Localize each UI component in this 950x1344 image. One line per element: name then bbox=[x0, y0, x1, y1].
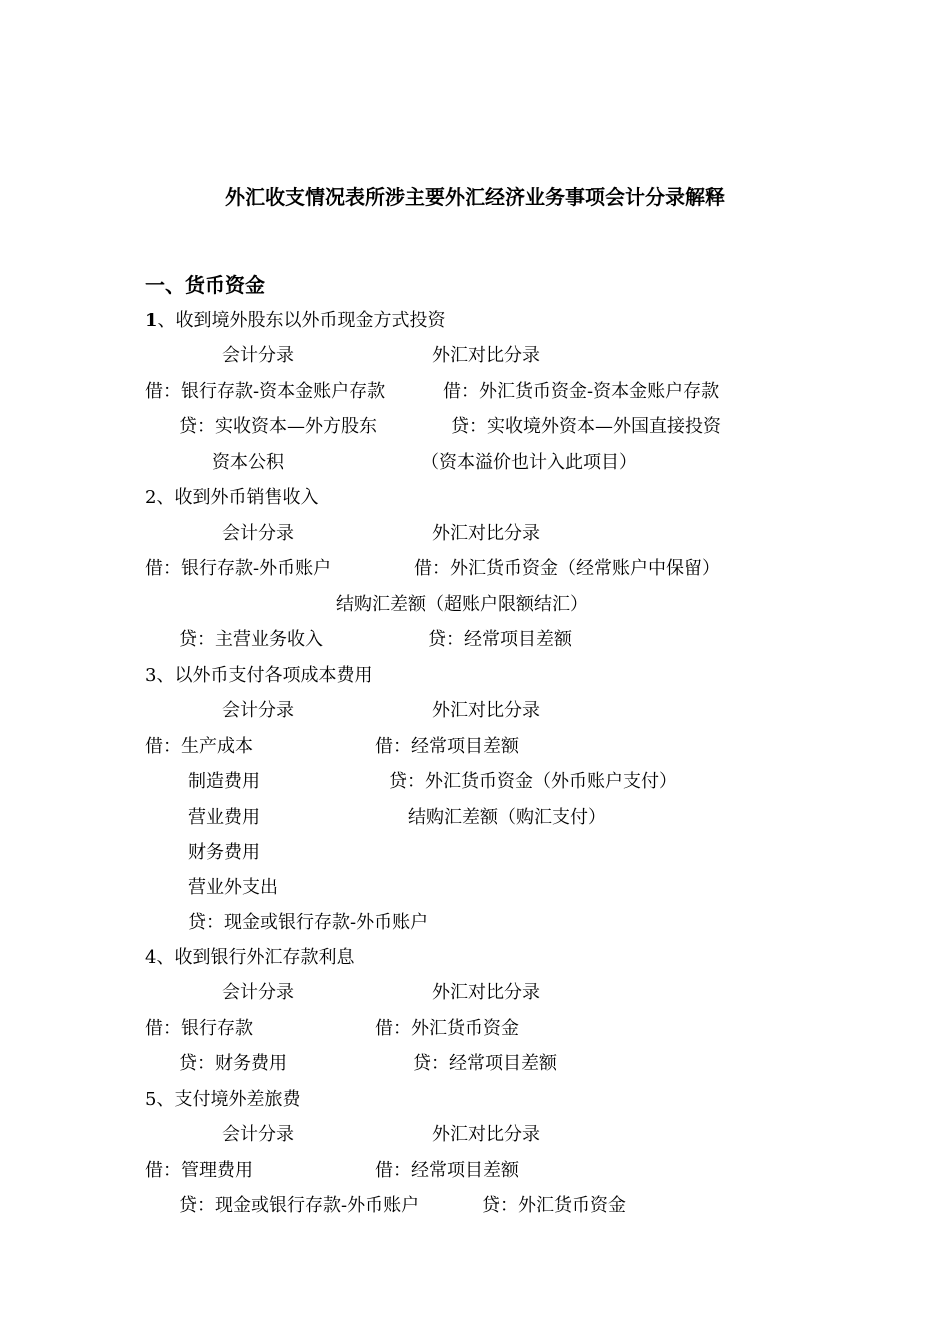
entry-right: 贷：经常项目差额 bbox=[428, 629, 572, 650]
entry-right: 借：经常项目差额 bbox=[375, 1160, 519, 1181]
entry-left: 贷：现金或银行存款-外币账户 bbox=[188, 912, 429, 933]
column-header-entry: 会计分录 bbox=[222, 523, 294, 544]
item-heading: 5、支付境外差旅费 bbox=[145, 1089, 301, 1110]
item-heading: 2、收到外币销售收入 bbox=[145, 487, 319, 508]
column-header-entry: 会计分录 bbox=[222, 982, 294, 1003]
entry-left: 借：银行存款-外币账户 bbox=[145, 558, 332, 579]
entry-right: 借：经常项目差额 bbox=[375, 736, 519, 757]
item-number: 1 bbox=[145, 310, 158, 331]
item-heading-text: 、收到境外股东以外币现金方式投资 bbox=[157, 310, 446, 331]
column-header-comparison: 外汇对比分录 bbox=[432, 700, 540, 721]
entry-right: 结购汇差额（购汇支付） bbox=[408, 807, 606, 828]
entry-right: 借：外汇货币资金（经常账户中保留） bbox=[414, 558, 720, 579]
column-header-entry: 会计分录 bbox=[222, 345, 294, 366]
entry-left: 贷：现金或银行存款-外币账户 bbox=[179, 1195, 420, 1216]
column-header-comparison: 外汇对比分录 bbox=[432, 345, 540, 366]
section-heading: 一、货币资金 bbox=[145, 273, 265, 297]
entry-left: 财务费用 bbox=[188, 842, 260, 863]
item-heading: 3、以外币支付各项成本费用 bbox=[145, 665, 373, 686]
entry-left: 贷：财务费用 bbox=[179, 1053, 287, 1074]
entry-left: 制造费用 bbox=[188, 771, 260, 792]
entry-right: 贷：实收境外资本—外国直接投资 bbox=[451, 416, 721, 437]
entry-left: 借：管理费用 bbox=[145, 1160, 253, 1181]
document-title: 外汇收支情况表所涉主要外汇经济业务事项会计分录解释 bbox=[225, 185, 725, 209]
entry-right: 借：外汇货币资金-资本金账户存款 bbox=[443, 381, 720, 402]
column-header-comparison: 外汇对比分录 bbox=[432, 523, 540, 544]
entry-left: 资本公积 bbox=[212, 452, 284, 473]
column-header-entry: 会计分录 bbox=[222, 1124, 294, 1145]
entry-left: 贷：主营业务收入 bbox=[179, 629, 323, 650]
item-heading: 4、收到银行外汇存款利息 bbox=[145, 947, 355, 968]
entry-right: 借：外汇货币资金 bbox=[375, 1018, 519, 1039]
column-header-entry: 会计分录 bbox=[222, 700, 294, 721]
entry-left: 借：银行存款-资本金账户存款 bbox=[145, 381, 386, 402]
column-header-comparison: 外汇对比分录 bbox=[432, 1124, 540, 1145]
item-heading bbox=[145, 309, 446, 333]
entry-left: 营业费用 bbox=[188, 807, 260, 828]
entry-right: （资本溢价也计入此项目） bbox=[421, 452, 637, 473]
entry-right: 贷：外汇货币资金 bbox=[482, 1195, 626, 1216]
entry-right: 结购汇差额（超账户限额结汇） bbox=[336, 594, 588, 615]
column-header-comparison: 外汇对比分录 bbox=[432, 982, 540, 1003]
entry-left: 贷：实收资本—外方股东 bbox=[179, 416, 377, 437]
entry-left: 借：银行存款 bbox=[145, 1018, 253, 1039]
entry-left: 借：生产成本 bbox=[145, 736, 253, 757]
entry-left: 营业外支出 bbox=[188, 877, 278, 898]
entry-right: 贷：外汇货币资金（外币账户支付） bbox=[389, 771, 677, 792]
entry-right: 贷：经常项目差额 bbox=[413, 1053, 557, 1074]
